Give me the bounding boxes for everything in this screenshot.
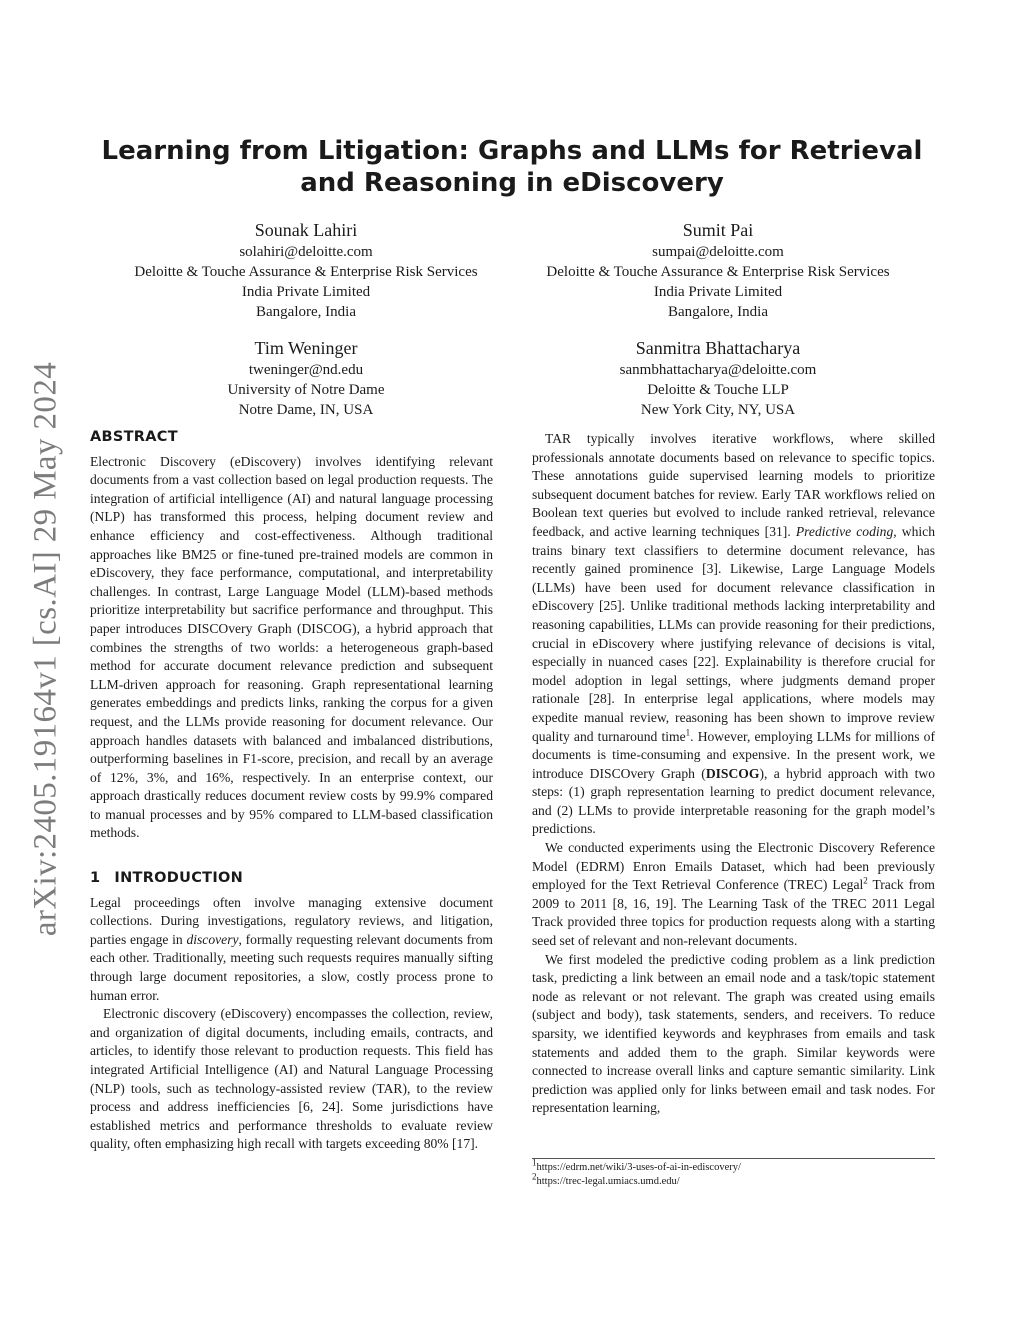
author-block-3 <box>100 336 512 420</box>
footnote-mark: 2 <box>863 875 868 886</box>
arxiv-stamp <box>24 356 68 942</box>
section-number: 1 <box>90 870 101 887</box>
body-paragraph-experiments: We conducted experiments using the Electronic Discovery Reference Model (EDRM) Enron Emails Dataset, which had been previously employed for the Text Retrieval Conference (TREC) Legal$^2$ Track from 2009 to 2011 [8, 16, 19]. The Learning Task of the TREC 2011 Legal Track provided three topics for production requests along with a starting seed set of relevant and non-relevant documents. <box>532 840 935 949</box>
author-affiliation: India Private Limited <box>653 284 783 300</box>
footnote-link[interactable]: https://trec-legal.umiacs.umd.edu/ <box>536 1176 680 1187</box>
author-block-4 <box>512 336 924 420</box>
author-name: Sanmitra Bhattacharya <box>635 338 801 358</box>
intro-paragraph-1: Legal proceedings often involve managing extensive document collections. During investigations, regulatory reviews, and litigation, parties engage in discovery, formally requesting relevant documents from each other. Traditionally, meeting such requests requires manually sifting through large document repositories, a slow, costly process prone to human error. <box>90 894 494 1003</box>
author-name: Tim Weninger <box>254 338 358 358</box>
body-paragraph-tar: TAR typically involves iterative workflows, where skilled professionals annotate documents based on relevance to specific topics. These annotations guide supervised learning models to prioritize subsequent document batches for review. Early TAR workflows relied on Boolean text queries but evolved to include ranked retrieval, relevance feedback, and active learning techniques [31]. Predictive coding, which trains binary text classifiers to determine document relevance, has recently gained prominence [3]. Likewise, Large Language Models (LLMs) have been used for document relevance classification in eDiscovery [25]. Unlike traditional methods lacking interpretability and reasoning capabilities, LLMs can provide reasoning for their predictions, crucial in eDiscovery where justifying relevance of decisions is vital, especially in nuanced cases [22]. Explainability is therefore crucial for model adoption in legal settings, where judgments demand proper rationale [28]. In enterprise legal applications, where models may expedite manual review, reasoning has been shown to improve review quality and turnaround time$^1$. However, employing LLMs for millions of documents is time-consuming and expensive. In the present work, we introduce DISCOvery Graph (DISCOG), a hybrid approach with two steps: (1) graph representation learning to predict document relevance, and (2) LLMs to provide interpretable reasoning for the graph model’s predictions. <box>532 431 935 837</box>
author-location: Bangalore, India <box>256 304 356 320</box>
author-block-2 <box>512 218 924 322</box>
author-location: Bangalore, India <box>668 304 768 320</box>
abstract-heading: ABSTRACT <box>90 429 178 445</box>
arxiv-id: arXiv:2405.19164v1 [cs.AI] 29 May 2024 <box>27 361 64 937</box>
footnotes <box>532 1158 935 1189</box>
right-column <box>532 430 935 1118</box>
section-title: INTRODUCTION <box>114 870 244 887</box>
author-block-1 <box>100 218 512 322</box>
author-name: Sounak Lahiri <box>254 220 358 240</box>
author-email: tweninger@nd.edu <box>248 362 364 378</box>
author-email: sanmbhattacharya@deloitte.com <box>619 362 817 378</box>
footnote-mark: 1 <box>685 726 691 737</box>
author-affiliation: Deloitte & Touche LLP <box>647 382 789 398</box>
footnote-1: $^1$https://edrm.net/wiki/3-uses-of-ai-in-ediscovery/ <box>532 1157 741 1173</box>
introduction-heading <box>90 869 493 888</box>
author-affiliation: Deloitte & Touche Assurance & Enterprise Risk Services <box>134 264 478 280</box>
abstract-text: Electronic Discovery (eDiscovery) involves identifying relevant documents from a vast collection based on legal production requests. The integration of artificial intelligence (AI) and natural language processing (NLP) has transformed this process, helping document review and enhance efficiency and cost-effectiveness. Although traditional approaches like BM25 or fine-tuned pre-trained models are common in eDiscovery, they face performance, computational, and interpretability challenges. In contrast, Large Language Model (LLM)-based methods prioritize interpretability but sacrifice performance and throughput. This paper introduces DISCOvery Graph (DISCOG), a hybrid approach that combines the strengths of two worlds: a heterogeneous graph-based method for accurate document relevance prediction and subsequent LLM-driven approach for reasoning. Graph representational learning generates embeddings and predicts links, ranking the corpus for a given request, and the LLMs provide reasoning for document relevance. Our approach handles datasets with balanced and imbalanced distributions, outperforming baselines in F1-score, precision, and recall by an average of 12%, 3%, and 16%, respectively. In an enterprise context, our approach drastically reduces document review costs by 99.9% compared to manual processes and by 95% compared to LLM-based classification methods. <box>90 453 493 841</box>
author-email: sumpai@deloitte.com <box>652 244 784 260</box>
body-paragraph-modeling: We first modeled the predictive coding problem as a link prediction task, predicting a link between an email node and a task/topic statement node as relevant or not relevant. The graph was created using emails (subject and body), task statements, senders, and receivers. To reduce sparsity, we identified keywords and keyphrases from emails and task statements and added them to the graph. Similar keywords were connected to increase overall links and capture semantic similarity. Link prediction was applied only for links between email and task nodes. For representation learning, <box>532 951 935 1116</box>
footnote-link[interactable]: https://edrm.net/wiki/3-uses-of-ai-in-ediscovery/ <box>536 1162 741 1173</box>
author-email: solahiri@deloitte.com <box>239 244 373 260</box>
author-location: New York City, NY, USA <box>640 402 796 418</box>
author-location: Notre Dame, IN, USA <box>238 402 374 418</box>
footnote-2: $^2$https://trec-legal.umiacs.umd.edu/ <box>532 1171 680 1187</box>
author-name: Sumit Pai <box>682 220 754 240</box>
left-column <box>90 428 493 1154</box>
author-affiliation: University of Notre Dame <box>227 382 385 398</box>
author-affiliation: India Private Limited <box>241 284 371 300</box>
paper-title: Learning from Litigation: Graphs and LLMs for Retrieval and Reasoning in eDiscovery <box>101 136 923 198</box>
author-affiliation: Deloitte & Touche Assurance & Enterprise Risk Services <box>546 264 890 280</box>
intro-paragraph-2: Electronic discovery (eDiscovery) encompasses the collection, review, and organization of digital documents, including emails, contracts, and articles, to identify those relevant to production requests. This field has integrated Artificial Intelligence (AI) and Natural Language Processing (NLP) tools, such as technology-assisted review (TAR), to the review process and address inefficiencies [6, 24]. Some jurisdictions have established metrics and performance thresholds to evaluate review quality, often emphasizing high recall with targets exceeding 80% [17]. <box>90 1006 493 1152</box>
